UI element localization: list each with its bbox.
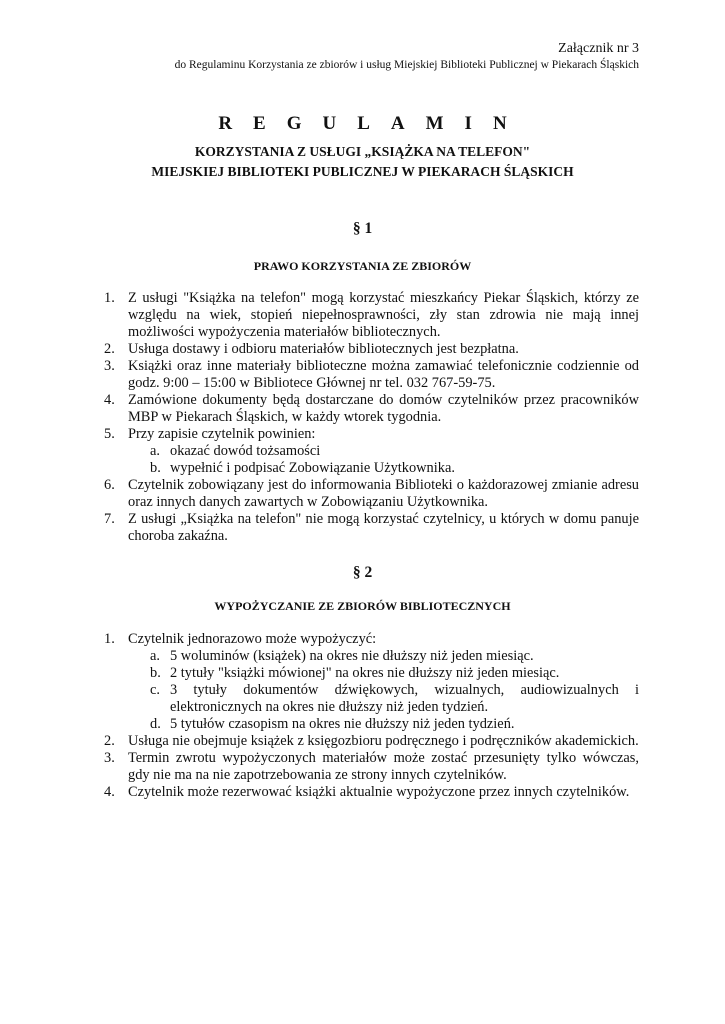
- list-item: 2. Usługa dostawy i odbioru materiałów bibliotecznych jest bezpłatna.: [104, 341, 519, 357]
- sub-list-item: a. 5 woluminów (książek) na okres nie dłuższy niż jeden miesiąc.: [150, 648, 534, 664]
- list-item: 2. Usługa nie obejmuje książek z księgozbioru podręcznego i podręczników akademickich.: [104, 733, 639, 749]
- section-1-list: [104, 290, 639, 545]
- list-item: 1. Czytelnik jednorazowo może wypożyczyć:: [104, 631, 377, 647]
- list-item: 5. Przy zapisie czytelnik powinien:: [104, 426, 316, 442]
- sub-list-item: b. 2 tytuły "książki mówionej" na okres nie dłuższy niż jeden miesiąc.: [150, 665, 560, 681]
- section-2-number: § 2: [352, 564, 373, 581]
- sub-list-item: c. 3 tytuły dokumentów dźwiękowych, wizualnych, audiowizualnych i elektronicznych na okres nie dłuższy niż jeden tydzień.: [150, 682, 639, 715]
- attachment-subtitle: do Regulaminu Korzystania ze zbiorów i usług Miejskiej Biblioteki Publicznej w Piekarach Śląskich: [174, 59, 639, 71]
- list-item: 1. Z usługi "Książka na telefon" mogą korzystać mieszkańcy Piekar Śląskich, którzy ze względu na wiek, stopień niepełnosprawności, zły stan zdrowia nie mają innej możliwości wypożyczenia materiałów bibliotecznych.: [104, 290, 639, 340]
- document-subtitle-1: KORZYSTANIA Z USŁUGI „KSIĄŻKA NA TELEFON": [194, 144, 531, 159]
- document-subtitle-2: MIEJSKIEJ BIBLIOTEKI PUBLICZNEJ W PIEKARACH ŚLĄSKICH: [151, 164, 574, 179]
- section-2-heading: WYPOŻYCZANIE ZE ZBIORÓW BIBLIOTECZNYCH: [214, 599, 511, 613]
- list-item: 3. Książki oraz inne materiały biblioteczne można zamawiać telefonicznie codziennie od godz. 9:00 – 15:00 w Bibliotece Głównej nr tel. 032 767-59-75.: [104, 358, 639, 391]
- section-1-number: § 1: [352, 220, 373, 237]
- attachment-label: Załącznik nr 3: [558, 41, 639, 56]
- section-1-heading: PRAWO KORZYSTANIA ZE ZBIORÓW: [253, 259, 472, 273]
- list-item: 4. Czytelnik może rezerwować książki aktualnie wypożyczone przez innych czytelników.: [104, 784, 630, 800]
- sub-list-item: a. okazać dowód tożsamości: [150, 443, 321, 459]
- sub-list-item: d. 5 tytułów czasopism na okres nie dłuższy niż jeden tydzień.: [150, 716, 515, 732]
- document-title: REGULAMIN: [218, 113, 528, 134]
- list-item: 4. Zamówione dokumenty będą dostarczane do domów czytelników przez pracowników MBP w Piekarach Śląskich, w każdy wtorek tygodnia.: [104, 392, 639, 425]
- section-2-list: [104, 631, 639, 801]
- list-item: 7. Z usługi „Książka na telefon" nie mogą korzystać czytelnicy, u których w domu panuje choroba zakaźna.: [104, 511, 639, 544]
- list-item: 6. Czytelnik zobowiązany jest do informowania Biblioteki o każdorazowej zmianie adresu oraz innych danych zawartych w Zobowiązaniu Użytkownika.: [104, 477, 639, 510]
- sub-list-item: b. wypełnić i podpisać Zobowiązanie Użytkownika.: [150, 460, 455, 476]
- list-item: 3. Termin zwrotu wypożyczonych materiałów może zostać przesunięty tylko wówczas, gdy nie ma na nie zapotrzebowania ze strony innych czytelników.: [104, 750, 639, 783]
